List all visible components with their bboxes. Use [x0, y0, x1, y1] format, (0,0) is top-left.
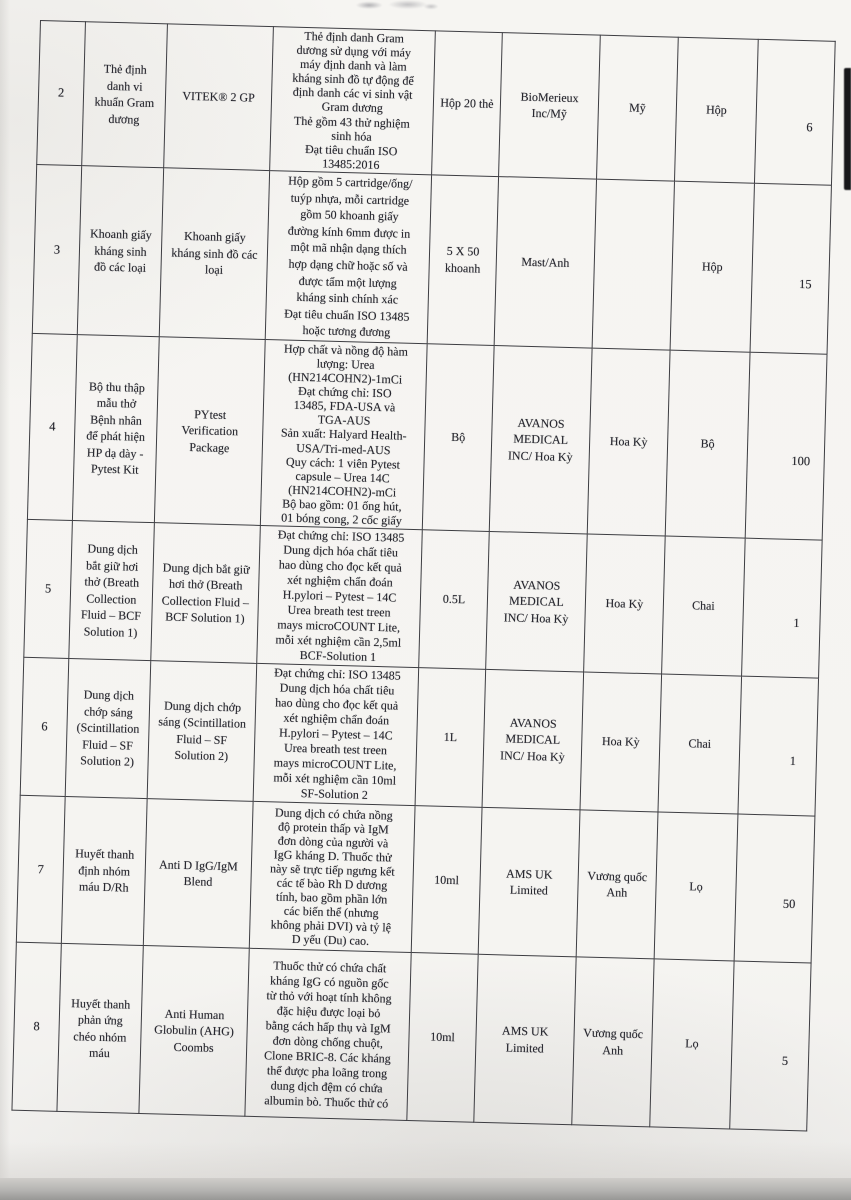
quantity-value: 5	[781, 1054, 789, 1069]
table-row	[27, 333, 827, 540]
cell-manufacturer: BioMerieux Inc/Mỹ	[499, 33, 601, 179]
cell-quantity	[754, 39, 835, 185]
scan-smudge-artifact	[352, 0, 438, 13]
quantity-value: 1	[789, 754, 797, 769]
cell-packing: Hộp 20 thẻ	[432, 31, 503, 177]
table-row	[20, 657, 818, 816]
cell-manufacturer: AMS UK Limited	[478, 807, 580, 957]
cell-product-name: Khoanh giấy kháng sinh đồ các loại	[159, 168, 269, 340]
scan-bottom-shade	[0, 1142, 851, 1178]
quantity-value: 100	[791, 454, 811, 469]
cell-stt: 2	[37, 21, 86, 166]
cell-quantity	[734, 814, 815, 963]
cell-product-name: Anti Human Globulin (AHG) Coombs	[139, 946, 249, 1117]
cell-quantity	[738, 676, 819, 816]
cell-stt: 5	[24, 519, 73, 658]
cell-quantity	[750, 183, 831, 354]
cell-country: Vương quốc Anh	[572, 957, 654, 1127]
cell-stt: 4	[27, 333, 77, 520]
cell-item-name: Huyết thanh định nhóm máu D/Rh	[61, 797, 147, 946]
cell-unit: Chai	[662, 536, 746, 676]
quantity-value: 1	[793, 616, 800, 631]
scan-left-edge-shade	[0, 0, 10, 1200]
quantity-value: 50	[782, 896, 796, 911]
cell-manufacturer: AMS UK Limited	[474, 954, 576, 1125]
cell-unit: Lọ	[650, 959, 734, 1129]
scan-right-edge-bar	[844, 68, 851, 190]
cell-packing: Bộ	[422, 344, 494, 532]
cell-stt: 7	[16, 795, 65, 943]
cell-description: Đạt chứng chỉ: ISO 13485 Dung dịch hóa chất tiêu hao dùng cho đọc kết quả xét nghiệm chẩn đoán H.pylori – Pytest – 14C Urea breath test treen mays microCOUNT Lite, mỗi xét nghiệm cần 10ml SF-Solution 2	[253, 663, 419, 805]
cell-manufacturer: AVANOS MEDICAL INC/ Hoa Kỳ	[482, 669, 584, 810]
quantity-value: 15	[798, 276, 812, 291]
table-row	[37, 21, 835, 186]
cell-country	[592, 179, 674, 350]
cell-unit: Hộp	[670, 181, 754, 352]
cell-stt: 8	[12, 942, 61, 1111]
cell-country: Hoa Kỳ	[587, 348, 670, 536]
cell-item-name: Dung dịch bắt giữ hơi thở (Breath Collection Fluid – BCF Solution 1)	[69, 521, 155, 661]
cell-product-name: Dung dịch bắt giữ hơi thở (Breath Collection Fluid – BCF Solution 1)	[151, 523, 261, 664]
scan-bottom-band	[0, 1178, 851, 1200]
cell-unit: Lọ	[654, 812, 738, 961]
cell-product-name: Anti D IgG/IgM Blend	[143, 799, 253, 949]
cell-quantity	[730, 961, 811, 1131]
cell-item-name: Thẻ định danh vi khuẩn Gram dương	[82, 22, 168, 168]
cell-item-name: Khoanh giấy kháng sinh đồ các loại	[77, 166, 163, 337]
medical-supplies-table	[11, 20, 835, 1132]
table-row	[32, 164, 831, 354]
cell-manufacturer: Mast/Anh	[494, 176, 596, 347]
cell-country: Vương quốc Anh	[576, 810, 658, 959]
cell-country: Hoa Kỳ	[580, 672, 662, 812]
cell-description: Đạt chứng chỉ: ISO 13485 Dung dịch hóa chất tiêu hao dùng cho đọc kết quả xét nghiệm chẩn đoán H.pylori – Pytest – 14C Urea breath test treen mays microCOUNT Lite, mỗi xét nghiệm cần 2,5ml BCF-Solution 1	[257, 526, 423, 668]
cell-product-name: PYtest Verification Package	[154, 337, 265, 526]
cell-product-name: VITEK® 2 GP	[164, 24, 274, 171]
cell-packing: 10ml	[407, 953, 478, 1123]
cell-country: Hoa Kỳ	[584, 534, 666, 674]
cell-country: Mỹ	[597, 35, 679, 181]
cell-product-name: Dung dịch chớp sáng (Scintillation Fluid – SF Solution 2)	[147, 661, 257, 802]
cell-unit: Hộp	[675, 37, 759, 183]
cell-manufacturer: AVANOS MEDICAL INC/ Hoa Kỳ	[489, 345, 592, 534]
table-row	[24, 519, 822, 678]
cell-description: Dung dịch có chứa nồng độ protein thấp và IgM đơn dòng của người và IgG kháng D. Thuốc thử này sẽ trực tiếp ngưng kết các tế bào Rh D dương tính, bao gồm phần lớn các biến thể (nhưng không phải DVI) và tỷ lệ D yếu (Du) cao.	[249, 801, 415, 952]
cell-quantity	[742, 538, 823, 678]
cell-item-name: Huyết thanh phản ứng chéo nhóm máu	[57, 943, 143, 1113]
cell-description: Thuốc thử có chứa chất kháng IgG có nguồn gốc từ thỏ với hoạt tính không đặc hiệu được loại bỏ bằng cách hấp thụ và IgM đơn dòng chống chuột, Clone BRIC-8. Các kháng thể được pha loãng trong dung dịch đệm có chứa albumin bò. Thuốc thử có	[245, 948, 411, 1120]
cell-unit: Bộ	[665, 350, 750, 538]
supplies-table-wrapper	[11, 20, 834, 1132]
cell-packing: 1L	[415, 668, 486, 808]
cell-stt: 3	[32, 164, 81, 334]
cell-unit: Chai	[658, 674, 742, 814]
cell-description: Thẻ định danh Gram dương sử dụng với máy máy định danh và làm kháng sinh đồ tự động để định danh các vi sinh vật Gram dương Thẻ gồm 43 thử nghiệm sinh hóa Đạt tiêu chuẩn ISO 13485:2016	[270, 27, 436, 175]
cell-description: Hợp chất và nồng độ hàm lượng: Urea (HN214COHN2)-1mCi Đạt chứng chỉ: ISO 13485, FDA-USA và TGA-AUS Sản xuất: Halyard Health- USA/Tri-med-AUS Quy cách: 1 viên Pytest capsule – Urea 14C (HN214COHN2)-mCi Bộ bao gồm: 01 ống hút, 01 bóng cong, 2 cốc giấy	[260, 339, 427, 529]
cell-stt: 6	[20, 657, 69, 796]
cell-quantity	[745, 352, 827, 540]
cell-manufacturer: AVANOS MEDICAL INC/ Hoa Kỳ	[486, 532, 588, 673]
cell-item-name: Dung dịch chớp sáng (Scintillation Fluid – SF Solution 2)	[65, 659, 151, 799]
cell-packing: 5 X 50 khoanh	[427, 175, 498, 346]
cell-packing: 10ml	[411, 806, 482, 955]
cell-packing: 0.5L	[419, 530, 490, 670]
quantity-value: 6	[806, 120, 813, 135]
cell-description: Hộp gồm 5 cartridge/ống/ tuýp nhựa, mỗi cartridge gồm 50 khoanh giấy đường kính 6mm được in một mã nhận dạng thích hợp dạng chữ hoặc số và được tẩm một lượng kháng sinh chính xác Đạt tiêu chuẩn ISO 13485 hoặc tương đương	[265, 171, 431, 344]
table-row	[12, 942, 811, 1131]
cell-item-name: Bộ thu thập mẫu thở Bệnh nhân để phát hiện HP dạ dày - Pytest Kit	[72, 334, 159, 522]
table-row	[16, 795, 815, 963]
